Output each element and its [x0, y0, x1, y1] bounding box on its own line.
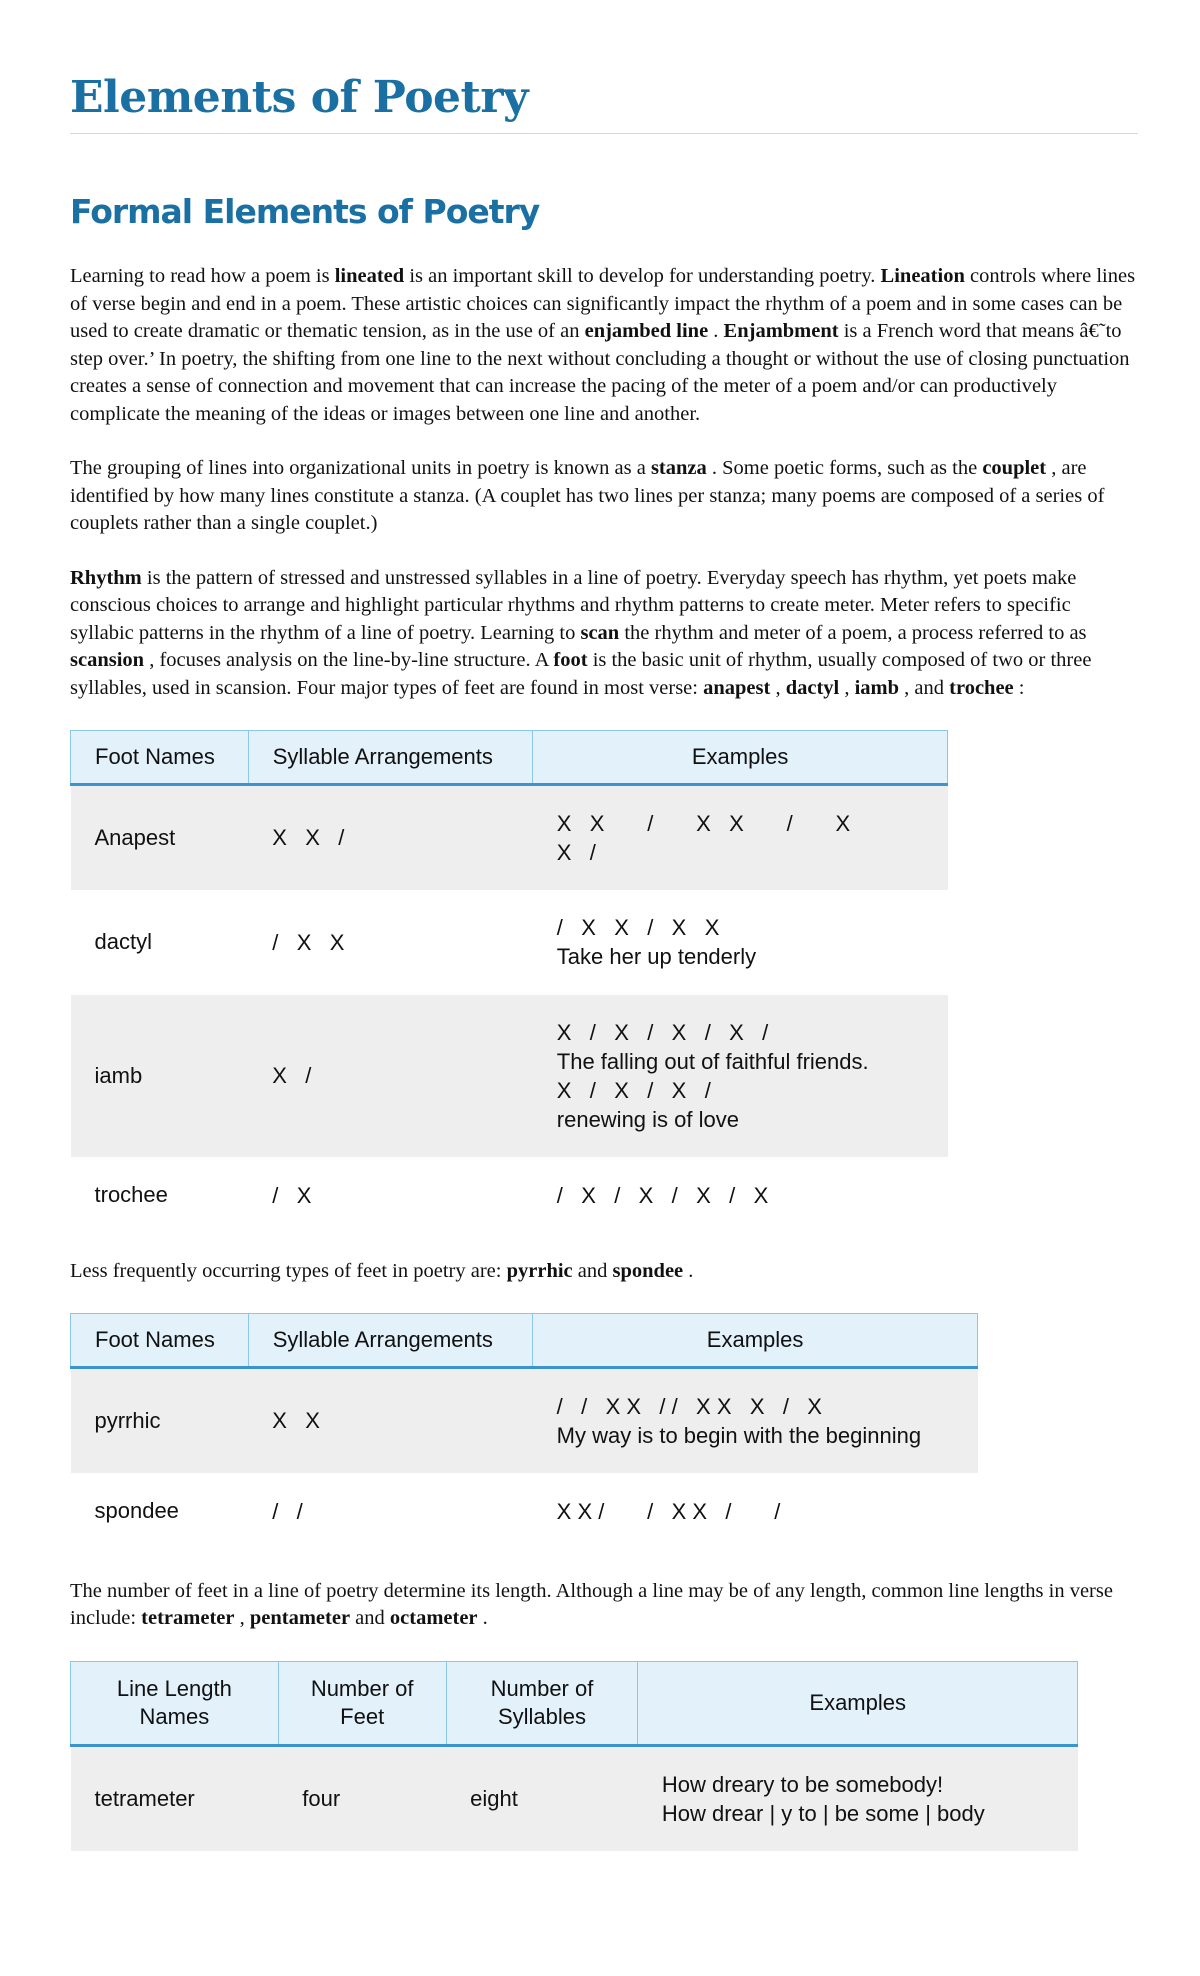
syllable-arrangement: X / [248, 995, 533, 1157]
text-run: , [770, 676, 786, 699]
section-heading: Formal Elements of Poetry [70, 192, 540, 231]
text-run: is a French word that means â€˜to step over.’ In poetry, the shifting from one line to the next without concluding a thought or without the use of closing punctuation creates a sense of connection and movement that can increase the pacing of the meter of a poem and/or can productively complicate the meaning of the ideas or images between one line and another. [70, 320, 1130, 425]
text-run: the rhythm and meter of a poem, a process referred to as [619, 621, 1087, 644]
text-run: , [839, 676, 855, 699]
column-header: Syllable Arrangements [248, 731, 533, 785]
bold-term: lineated [334, 265, 405, 287]
example: / X X / X X Take her up tenderly [556, 915, 757, 969]
page-title: Elements of Poetry [70, 72, 1138, 134]
syllable-arrangement: X X / [248, 785, 533, 890]
text-run: . [477, 1607, 488, 1629]
text-run: , focuses analysis on the line-by-line structure. A [144, 649, 554, 671]
column-header: Examples [533, 731, 948, 785]
text-run: . [683, 1259, 694, 1282]
bold-term: octameter [389, 1607, 478, 1629]
table-row [71, 890, 948, 995]
example: X X / / X X / / [556, 1498, 781, 1524]
bold-term: Rhythm [70, 566, 142, 589]
paragraph-line-length [70, 1578, 1138, 1633]
text-run: , [234, 1607, 250, 1629]
table-header-row [71, 731, 948, 785]
text-run: and [350, 1607, 390, 1629]
syllable-arrangement: / / [272, 1498, 303, 1524]
example: / X / X / X / X [556, 1182, 769, 1208]
text-run: is an important skill to develop for understanding poetry. [404, 265, 881, 287]
text-run: . [708, 320, 724, 342]
text-run: , and [899, 676, 950, 699]
line-length-name: tetrameter [71, 1745, 279, 1851]
feet-table [70, 730, 948, 1234]
example: / / X X / / X X X / X My way is to begin with the beginning [533, 1368, 978, 1473]
example: How dreary to be somebody! How drear | y to | be some | body [638, 1745, 1078, 1851]
bold-term: scansion [70, 649, 145, 671]
foot-name: Anapest [71, 785, 249, 890]
bold-term: foot [553, 649, 588, 671]
bold-term: spondee [612, 1259, 684, 1282]
text-run: , are identified by how many lines constitute a stanza. (A couplet has two lines per stanza; many poems are composed of a series of couplets rather than a single couplet.) [70, 457, 1105, 534]
text-run: The number of feet in a line of poetry determine its length. Although a line may be of any length, common line lengths in verse include: [70, 1579, 1113, 1629]
column-header: Number of Syllables [446, 1661, 638, 1745]
table-header-row [71, 1314, 978, 1368]
column-header: Number of Feet [278, 1661, 446, 1745]
bold-term: Lineation [880, 265, 965, 287]
table-row [71, 1745, 1078, 1851]
table-row [71, 995, 948, 1157]
foot-name: pyrrhic [71, 1368, 249, 1473]
bold-term: couplet [982, 457, 1047, 479]
number-of-feet: four [278, 1745, 446, 1851]
paragraph-stanza [70, 455, 1138, 538]
rare-feet-table [70, 1313, 978, 1550]
paragraph-rhythm [70, 565, 1138, 703]
column-header: Examples [638, 1661, 1078, 1745]
syllable-arrangement: / X [272, 1182, 312, 1208]
bold-term: stanza [650, 457, 707, 479]
number-of-syllables: eight [446, 1745, 638, 1851]
column-header: Foot Names [71, 1314, 249, 1368]
table-row [71, 785, 948, 890]
bold-term: scan [580, 621, 620, 644]
example: X X / X X / X X / [533, 785, 948, 890]
bold-term: tetrameter [141, 1607, 235, 1629]
text-run: controls where lines of verse begin and end in a poem. These artistic choices can significantly impact the rhythm of a poem and in some cases can be used to create dramatic or thematic tension, as in the use of an [70, 265, 1136, 342]
bold-term: pyrrhic [506, 1259, 573, 1282]
text-run: The grouping of lines into organizational units in poetry is known as a [70, 457, 651, 479]
foot-name: trochee [94, 1182, 168, 1207]
bold-term: dactyl [785, 676, 840, 699]
text-run: is the pattern of stressed and unstressed syllables in a line of poetry. Everyday speech has rhythm, yet poets make conscious choices to arrange and highlight particular rhythms and rhythm patterns to create meter. Meter refers to specific syllabic patterns in the rhythm of a line of poetry. Learning to [70, 566, 1077, 644]
text-run: is the basic unit of rhythm, usually composed of two or three syllables, used in scansion. Four major types of feet are found in most verse: [70, 649, 1092, 699]
syllable-arrangement: X X [248, 1368, 532, 1473]
paragraph-less-frequent [70, 1258, 1138, 1286]
column-header: Syllable Arrangements [248, 1314, 532, 1368]
bold-term: iamb [854, 676, 900, 699]
example: X / X / X / X / The falling out of faithful friends. X / X / X / renewing is of love [533, 995, 948, 1157]
foot-name: iamb [71, 995, 249, 1157]
foot-name: spondee [94, 1498, 179, 1523]
text-run: Learning to read how a poem is [70, 265, 335, 287]
paragraph-lineation [70, 263, 1138, 428]
column-header: Examples [533, 1314, 978, 1368]
bold-term: pentameter [249, 1607, 351, 1629]
bold-term: trochee [949, 676, 1014, 699]
bold-term: Enjambment [723, 320, 839, 342]
bold-term: enjambed line [584, 320, 709, 342]
table-header-row [71, 1661, 1078, 1745]
table-row [71, 1157, 948, 1234]
line-length-table [70, 1661, 1078, 1852]
bold-term: anapest [703, 676, 771, 699]
text-run: and [572, 1259, 613, 1282]
document-page [70, 0, 1138, 1851]
column-header: Line Length Names [71, 1661, 279, 1745]
table-row [71, 1368, 978, 1473]
syllable-arrangement: / X X [272, 929, 345, 955]
text-run: . Some poetic forms, such as the [706, 457, 983, 479]
text-run: : [1013, 676, 1025, 699]
text-run: Less frequently occurring types of feet in poetry are: [70, 1259, 507, 1282]
table-row [71, 1473, 978, 1550]
foot-name: dactyl [94, 929, 152, 954]
column-header: Foot Names [71, 731, 249, 785]
